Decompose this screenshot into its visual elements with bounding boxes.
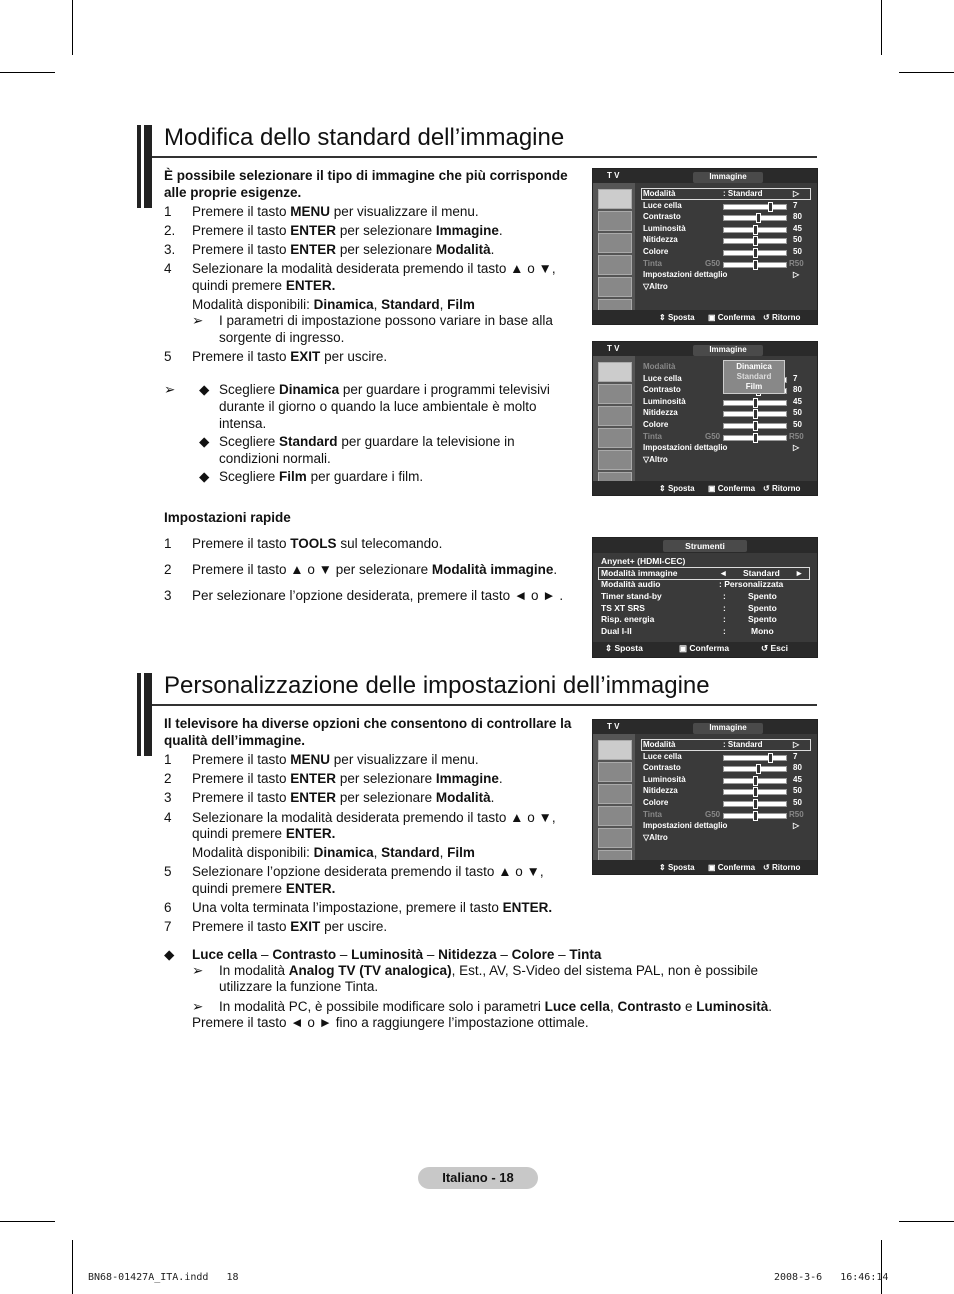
section1-bullet-3: Scegliere Film per guardare i film. bbox=[219, 469, 424, 484]
step-number: 3 bbox=[164, 588, 172, 603]
section2-modes: Modalità disponibili: Dinamica, Standard, Film bbox=[192, 845, 475, 860]
tv-menu-panel-popup bbox=[592, 341, 818, 496]
section-rule bbox=[152, 704, 817, 706]
tools-row-label[interactable]: Risp. energia bbox=[601, 614, 655, 624]
tv-label: T V bbox=[607, 171, 620, 180]
tint-slider[interactable] bbox=[723, 262, 787, 268]
step-number: 5 bbox=[164, 349, 172, 364]
crop-mark bbox=[0, 1221, 55, 1222]
tools-row-value: Spento bbox=[748, 603, 777, 613]
popup-option[interactable]: Dinamica bbox=[736, 362, 772, 371]
tools-row-label[interactable]: Dual I-II bbox=[601, 626, 632, 636]
section-bar bbox=[137, 125, 141, 208]
slider-knob[interactable] bbox=[756, 764, 761, 774]
step-number: 1 bbox=[164, 204, 172, 219]
tools-foot-exit: ↺ Esci bbox=[761, 643, 788, 653]
quick-step-3: Per selezionare l’opzione desiderata, premere il tasto ◄ o ► . bbox=[192, 588, 564, 603]
channel-icon[interactable] bbox=[598, 406, 632, 426]
input-icon[interactable] bbox=[598, 828, 632, 848]
section1-title: Modifica dello standard dell’immagine bbox=[164, 124, 565, 151]
menu-row-label[interactable]: Impostazioni dettaglio bbox=[643, 270, 728, 279]
menu-row-label[interactable]: Impostazioni dettaglio bbox=[643, 821, 728, 830]
section-bar bbox=[137, 673, 141, 756]
picture-icon[interactable] bbox=[598, 362, 632, 382]
tint-g-value: G50 bbox=[705, 259, 721, 268]
menu-row-label[interactable]: Contrasto bbox=[643, 212, 681, 221]
tools-foot-move: ⇕ Sposta bbox=[605, 643, 643, 653]
left-arrow-icon[interactable]: ◄ bbox=[719, 568, 728, 578]
sound-icon[interactable] bbox=[598, 211, 632, 231]
menu-row-value: 45 bbox=[793, 397, 802, 406]
menu-sidebar bbox=[593, 356, 635, 481]
section2-step-5-line2: quindi premere ENTER. bbox=[192, 881, 336, 896]
note-arrow-icon: ➢ bbox=[192, 963, 204, 978]
tools-row-label[interactable]: Timer stand-by bbox=[601, 591, 662, 601]
step-number: 4 bbox=[164, 810, 172, 825]
menu-row-label[interactable]: ▽Altro bbox=[643, 833, 668, 842]
quick-step-2: Premere il tasto ▲ o ▼ per selezionare Modalità immagine. bbox=[192, 562, 558, 577]
section2-note-2: In modalità PC, è possibile modificare solo i parametri Luce cella, Contrasto e Luminosità. bbox=[219, 999, 773, 1014]
slider-knob[interactable] bbox=[753, 421, 758, 431]
section1-step-3: Premere il tasto ENTER per selezionare Modalità. bbox=[192, 242, 495, 257]
right-triangle-icon: ▷ bbox=[793, 740, 800, 749]
menu-row-value: 50 bbox=[793, 786, 802, 795]
popup-option[interactable]: Standard bbox=[736, 372, 772, 381]
tools-row-label[interactable]: TS XT SRS bbox=[601, 603, 645, 613]
menu-row-value: 50 bbox=[793, 420, 802, 429]
tint-g-value: G50 bbox=[705, 432, 721, 441]
section2-step-4: Selezionare la modalità desiderata premendo il tasto ▲ o ▼, bbox=[192, 810, 556, 825]
menu-foot-move: ⇕ Sposta bbox=[659, 484, 695, 493]
menu-row-label[interactable]: Luce cella bbox=[643, 374, 682, 383]
note-arrow-icon: ➢ bbox=[192, 313, 204, 328]
section2-step-1: Premere il tasto MENU per visualizzare il menu. bbox=[192, 752, 479, 767]
crop-mark bbox=[881, 0, 882, 55]
section2-intro: Il televisore ha diverse opzioni che consentono di controllare la qualità dell’immagine. bbox=[164, 716, 572, 748]
step-number: 3 bbox=[164, 790, 172, 805]
section2-step-7: Premere il tasto EXIT per uscire. bbox=[192, 919, 388, 934]
menu-slider[interactable] bbox=[723, 227, 787, 233]
menu-row-value: 50 bbox=[793, 247, 802, 256]
menu-row-value: 7 bbox=[793, 374, 798, 383]
step-number: 2. bbox=[164, 223, 176, 238]
menu-row-label[interactable]: Luce cella bbox=[643, 752, 682, 761]
menu-foot-ok: ▣ Conferma bbox=[708, 484, 756, 493]
menu-row-value: 80 bbox=[793, 212, 802, 221]
tint-g-value: G50 bbox=[705, 810, 721, 819]
right-triangle-icon: ▷ bbox=[793, 270, 800, 279]
section1-step-5: Premere il tasto EXIT per uscire. bbox=[192, 349, 388, 364]
menu-row-label[interactable]: Nitidezza bbox=[643, 235, 678, 244]
menu-footer bbox=[593, 481, 817, 495]
menu-slider[interactable] bbox=[723, 778, 787, 784]
step-number: 4 bbox=[164, 261, 172, 276]
section1-step-4-line2: quindi premere ENTER. bbox=[192, 278, 336, 293]
menu-footer bbox=[593, 860, 817, 874]
menu-foot-move: ⇕ Sposta bbox=[659, 313, 695, 322]
section2-title: Personalizzazione delle impostazioni dell’immagine bbox=[164, 672, 710, 699]
slider-knob[interactable] bbox=[753, 787, 758, 797]
menu-row-label[interactable]: Contrasto bbox=[643, 763, 681, 772]
step-number: 1 bbox=[164, 536, 172, 551]
menu-row-label[interactable]: ▽Altro bbox=[643, 282, 668, 291]
menu-row-value: 80 bbox=[793, 385, 802, 394]
menu-slider[interactable] bbox=[723, 250, 787, 256]
section2-note-1: In modalità Analog TV (TV analogica), Est., AV, S-Video del sistema PAL, non è possibile bbox=[219, 963, 758, 978]
tv-label: T V bbox=[607, 722, 620, 731]
menu-row-label[interactable]: Colore bbox=[643, 420, 669, 429]
menu-slider[interactable] bbox=[723, 789, 787, 795]
bullet-diamond-icon: ◆ bbox=[199, 469, 210, 484]
step-number: 2 bbox=[164, 562, 172, 577]
section2-step-3: Premere il tasto ENTER per selezionare Modalità. bbox=[192, 790, 495, 805]
right-arrow-icon[interactable]: ► bbox=[795, 568, 804, 578]
note-arrow-icon: ➢ bbox=[192, 999, 204, 1014]
step-number: 6 bbox=[164, 900, 172, 915]
bullet-diamond-icon: ◆ bbox=[164, 947, 175, 962]
slider-knob[interactable] bbox=[753, 236, 758, 246]
tools-row-label[interactable]: Modalità immagine bbox=[601, 568, 678, 578]
menu-row-value: 7 bbox=[793, 201, 798, 210]
menu-slider[interactable] bbox=[723, 423, 787, 429]
tv-label: T V bbox=[607, 344, 620, 353]
menu-slider[interactable] bbox=[723, 215, 787, 221]
sound-icon[interactable] bbox=[598, 384, 632, 404]
slider-knob[interactable] bbox=[753, 225, 758, 235]
channel-icon[interactable] bbox=[598, 233, 632, 253]
tools-row-value: Personalizzata bbox=[724, 579, 784, 589]
menu-row-value: 45 bbox=[793, 775, 802, 784]
menu-row-label[interactable]: Colore bbox=[643, 247, 669, 256]
tools-foot-ok: ▣ Conferma bbox=[679, 643, 730, 653]
crop-mark bbox=[881, 1240, 882, 1294]
step-number: 7 bbox=[164, 919, 172, 934]
page-number-pill: Italiano - 18 bbox=[418, 1167, 538, 1189]
menu-row-label[interactable]: Modalità bbox=[643, 362, 676, 371]
section2-note-1-line2: utilizzare la funzione Tinta. bbox=[219, 979, 379, 994]
menu-foot-move: ⇕ Sposta bbox=[659, 863, 695, 872]
menu-title: Immagine bbox=[693, 723, 763, 734]
step-number: 2 bbox=[164, 771, 172, 786]
menu-slider[interactable] bbox=[723, 238, 787, 244]
slider-knob[interactable] bbox=[753, 260, 758, 270]
bullet-diamond-icon: ◆ bbox=[199, 434, 210, 449]
date-slug: 2008-3-6 16:46:14 bbox=[774, 1272, 889, 1283]
section1-step-4: Selezionare la modalità desiderata premendo il tasto ▲ o ▼, bbox=[192, 261, 556, 276]
section2-step-5: Selezionare l’opzione desiderata premendo il tasto ▲ o ▼, bbox=[192, 864, 544, 879]
tools-row-value: Spento bbox=[748, 614, 777, 624]
slider-knob[interactable] bbox=[753, 409, 758, 419]
menu-slider[interactable] bbox=[723, 204, 787, 210]
menu-row-label[interactable]: Tinta bbox=[643, 810, 662, 819]
menu-row-label[interactable]: Luminosità bbox=[643, 224, 686, 233]
tools-row-value: Spento bbox=[748, 591, 777, 601]
section1-step-2: Premere il tasto ENTER per selezionare Immagine. bbox=[192, 223, 503, 238]
section-bar bbox=[144, 125, 152, 208]
channel-icon[interactable] bbox=[598, 784, 632, 804]
setup-icon[interactable] bbox=[598, 806, 632, 826]
section2-step-2: Premere il tasto ENTER per selezionare Immagine. bbox=[192, 771, 503, 786]
crop-mark bbox=[899, 72, 954, 73]
tint-r-value: R50 bbox=[789, 259, 804, 268]
right-triangle-icon: ▷ bbox=[793, 189, 800, 198]
menu-foot-back: ↺ Ritorno bbox=[763, 863, 801, 872]
menu-row-label[interactable]: Colore bbox=[643, 798, 669, 807]
crop-mark bbox=[72, 1240, 73, 1294]
mode-popup bbox=[723, 360, 785, 394]
section1-step-1: Premere il tasto MENU per visualizzare il menu. bbox=[192, 204, 479, 219]
menu-row-label[interactable]: Impostazioni dettaglio bbox=[643, 443, 728, 452]
slider-knob[interactable] bbox=[768, 753, 773, 763]
picture-icon[interactable] bbox=[598, 189, 632, 209]
crop-mark bbox=[72, 0, 73, 55]
slider-knob[interactable] bbox=[753, 811, 758, 821]
tint-slider[interactable] bbox=[723, 813, 787, 819]
menu-row-value: : Standard bbox=[723, 189, 763, 198]
section1-modes: Modalità disponibili: Dinamica, Standard, Film bbox=[192, 297, 475, 312]
quick-settings-title: Impostazioni rapide bbox=[164, 510, 291, 525]
menu-foot-ok: ▣ Conferma bbox=[708, 863, 756, 872]
tint-r-value: R50 bbox=[789, 432, 804, 441]
setup-icon[interactable] bbox=[598, 428, 632, 448]
right-triangle-icon: ▷ bbox=[793, 821, 800, 830]
crop-mark bbox=[0, 72, 55, 73]
menu-row-label[interactable]: Modalità bbox=[643, 740, 676, 749]
slider-knob[interactable] bbox=[756, 213, 761, 223]
menu-footer bbox=[593, 310, 817, 324]
right-triangle-icon: ▷ bbox=[793, 443, 800, 452]
section2-step-6: Una volta terminata l’impostazione, premere il tasto ENTER. bbox=[192, 900, 553, 915]
sound-icon[interactable] bbox=[598, 762, 632, 782]
tint-r-value: R50 bbox=[789, 810, 804, 819]
tools-row-label[interactable]: Anynet+ (HDMI-CEC) bbox=[601, 556, 686, 566]
slider-knob[interactable] bbox=[768, 202, 773, 212]
menu-row-value: : Standard bbox=[723, 740, 763, 749]
menu-row-value: 50 bbox=[793, 408, 802, 417]
section2-step-4-line2: quindi premere ENTER. bbox=[192, 826, 336, 841]
menu-sidebar bbox=[593, 183, 635, 310]
menu-slider[interactable] bbox=[723, 801, 787, 807]
menu-row-label[interactable]: Nitidezza bbox=[643, 408, 678, 417]
picture-icon[interactable] bbox=[598, 740, 632, 760]
step-number: 5 bbox=[164, 864, 172, 879]
menu-foot-back: ↺ Ritorno bbox=[763, 484, 801, 493]
slider-knob[interactable] bbox=[753, 776, 758, 786]
menu-slider[interactable] bbox=[723, 755, 787, 761]
bullet-diamond-icon: ◆ bbox=[199, 382, 210, 397]
menu-row-value: 7 bbox=[793, 752, 798, 761]
section2-params: Luce cella – Contrasto – Luminosità – Nitidezza – Colore – Tinta bbox=[192, 947, 602, 962]
slider-knob[interactable] bbox=[753, 248, 758, 258]
section1-note: I parametri di impostazione possono variare in base alla sorgente di ingresso. bbox=[219, 313, 553, 345]
menu-row-label[interactable]: Tinta bbox=[643, 259, 662, 268]
tools-title: Strumenti bbox=[663, 540, 747, 552]
tools-row-value: Mono bbox=[751, 626, 774, 636]
menu-row-value: 45 bbox=[793, 224, 802, 233]
input-icon[interactable] bbox=[598, 450, 632, 470]
slider-knob[interactable] bbox=[753, 433, 758, 443]
step-number: 3. bbox=[164, 242, 176, 257]
tools-row-value: Standard bbox=[743, 568, 780, 578]
menu-row-label[interactable]: Contrasto bbox=[643, 385, 681, 394]
section-bar bbox=[144, 673, 152, 756]
tv-menu-panel bbox=[592, 168, 818, 325]
file-slug: BN68-01427A_ITA.indd 18 bbox=[88, 1272, 239, 1283]
menu-foot-back: ↺ Ritorno bbox=[763, 313, 801, 322]
tv-menu-panel-2 bbox=[592, 719, 818, 875]
crop-mark bbox=[899, 1221, 954, 1222]
menu-slider[interactable] bbox=[723, 411, 787, 417]
menu-slider[interactable] bbox=[723, 400, 787, 406]
step-number: 1 bbox=[164, 752, 172, 767]
section1-bullet-2: Scegliere Standard per guardare la televisione in condizioni normali. bbox=[219, 434, 515, 466]
menu-row-label[interactable]: Tinta bbox=[643, 432, 662, 441]
note-arrow-icon: ➢ bbox=[164, 382, 176, 397]
menu-row-label[interactable]: Luminosità bbox=[643, 775, 686, 784]
menu-row-value: 80 bbox=[793, 763, 802, 772]
tools-row-label[interactable]: Modalità audio bbox=[601, 579, 661, 589]
tools-menu-panel: Strumenti Anynet+ (HDMI-CEC) Modalità immagine ◄ Standard ► Modalità audio : Personalizzata Timer stand-by : Spento TS XT SRS : Spento Risp. energia : Spento Dual I-II : Mono ⇕ Sposta ▣ Conferma ↺ Esci bbox=[592, 537, 818, 658]
menu-slider[interactable] bbox=[723, 766, 787, 772]
section1-intro: È possibile selezionare il tipo di immagine che più corrisponde alle proprie esigenze. bbox=[164, 168, 568, 200]
menu-row-label[interactable]: ▽Altro bbox=[643, 455, 668, 464]
menu-title: Immagine bbox=[693, 172, 763, 183]
menu-row-label[interactable]: Nitidezza bbox=[643, 786, 678, 795]
menu-sidebar bbox=[593, 734, 635, 860]
tint-slider[interactable] bbox=[723, 435, 787, 441]
section2-note-2-line2: Premere il tasto ◄ o ► fino a raggiungere l’impostazione ottimale. bbox=[192, 1015, 589, 1030]
section1-bullet-1: Scegliere Dinamica per guardare i programmi televisivi durante il giorno o quando la luce ambientale è molto intensa. bbox=[219, 382, 550, 431]
slider-knob[interactable] bbox=[753, 398, 758, 408]
menu-row-label[interactable]: Luce cella bbox=[643, 201, 682, 210]
popup-option[interactable]: Film bbox=[745, 382, 763, 391]
section-rule bbox=[152, 156, 817, 158]
slider-knob[interactable] bbox=[753, 799, 758, 809]
setup-icon[interactable] bbox=[598, 255, 632, 275]
menu-row-value: 50 bbox=[793, 798, 802, 807]
input-icon[interactable] bbox=[598, 277, 632, 297]
quick-step-1: Premere il tasto TOOLS sul telecomando. bbox=[192, 536, 443, 551]
menu-foot-ok: ▣ Conferma bbox=[708, 313, 756, 322]
menu-row-label[interactable]: Luminosità bbox=[643, 397, 686, 406]
menu-title: Immagine bbox=[693, 345, 763, 356]
menu-row-label[interactable]: Modalità bbox=[643, 189, 676, 198]
menu-row-value: 50 bbox=[793, 235, 802, 244]
